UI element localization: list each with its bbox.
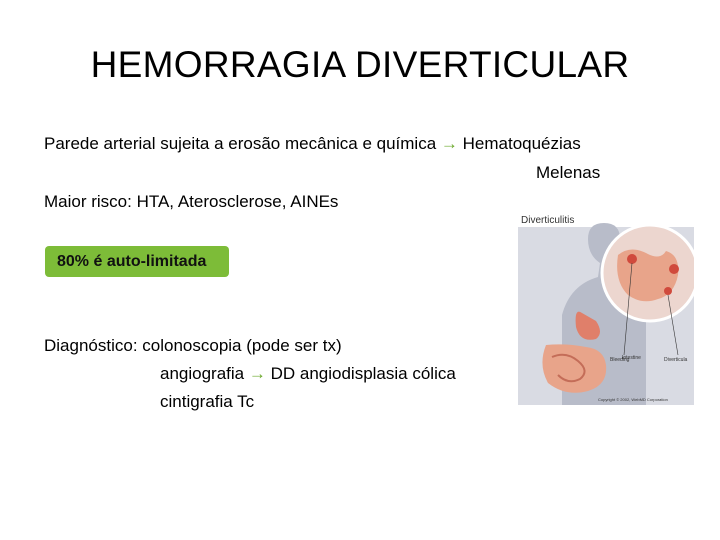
intestine-shape	[542, 344, 606, 392]
label-intestine: Intestine	[622, 355, 641, 361]
slide-title: HEMORRAGIA DIVERTICULAR	[90, 44, 630, 85]
angiodysplasia-text: DD angiodisplasia cólica	[270, 364, 456, 383]
line-erosion	[44, 134, 581, 154]
self-limited-badge: 80% é auto-limitada	[45, 246, 229, 277]
label-diverticula: Diverticula	[664, 357, 688, 363]
diverticulum-2	[669, 264, 679, 274]
diagnosis-line-1: Diagnóstico: colonoscopia (pode ser tx)	[44, 336, 342, 355]
copyright-text: Copyright © 2002, WebMD Corporation	[598, 397, 668, 402]
diverticulitis-illustration	[518, 215, 694, 405]
risk-text: Maior risco: HTA, Aterosclerose, AINEs	[44, 192, 339, 211]
anatomy-drawing	[518, 215, 694, 405]
diverticulum-1	[627, 254, 637, 264]
erosion-text: Parede arterial sujeita a erosão mecânica e química	[44, 134, 437, 153]
diagnosis-line-2	[160, 364, 456, 384]
hematochezia-text: Hematoquézias	[462, 134, 581, 153]
melena-text: Melenas	[536, 163, 601, 182]
label-bleeding: Bleeding	[610, 357, 630, 363]
figure-title: Diverticulitis	[521, 215, 575, 226]
diagnosis-line-3: cintigrafia Tc	[160, 392, 255, 411]
arrow-icon: →	[440, 134, 458, 153]
diverticulum-3	[664, 287, 672, 295]
arrow-icon: →	[248, 364, 266, 383]
angiography-text: angiografia	[160, 364, 245, 383]
